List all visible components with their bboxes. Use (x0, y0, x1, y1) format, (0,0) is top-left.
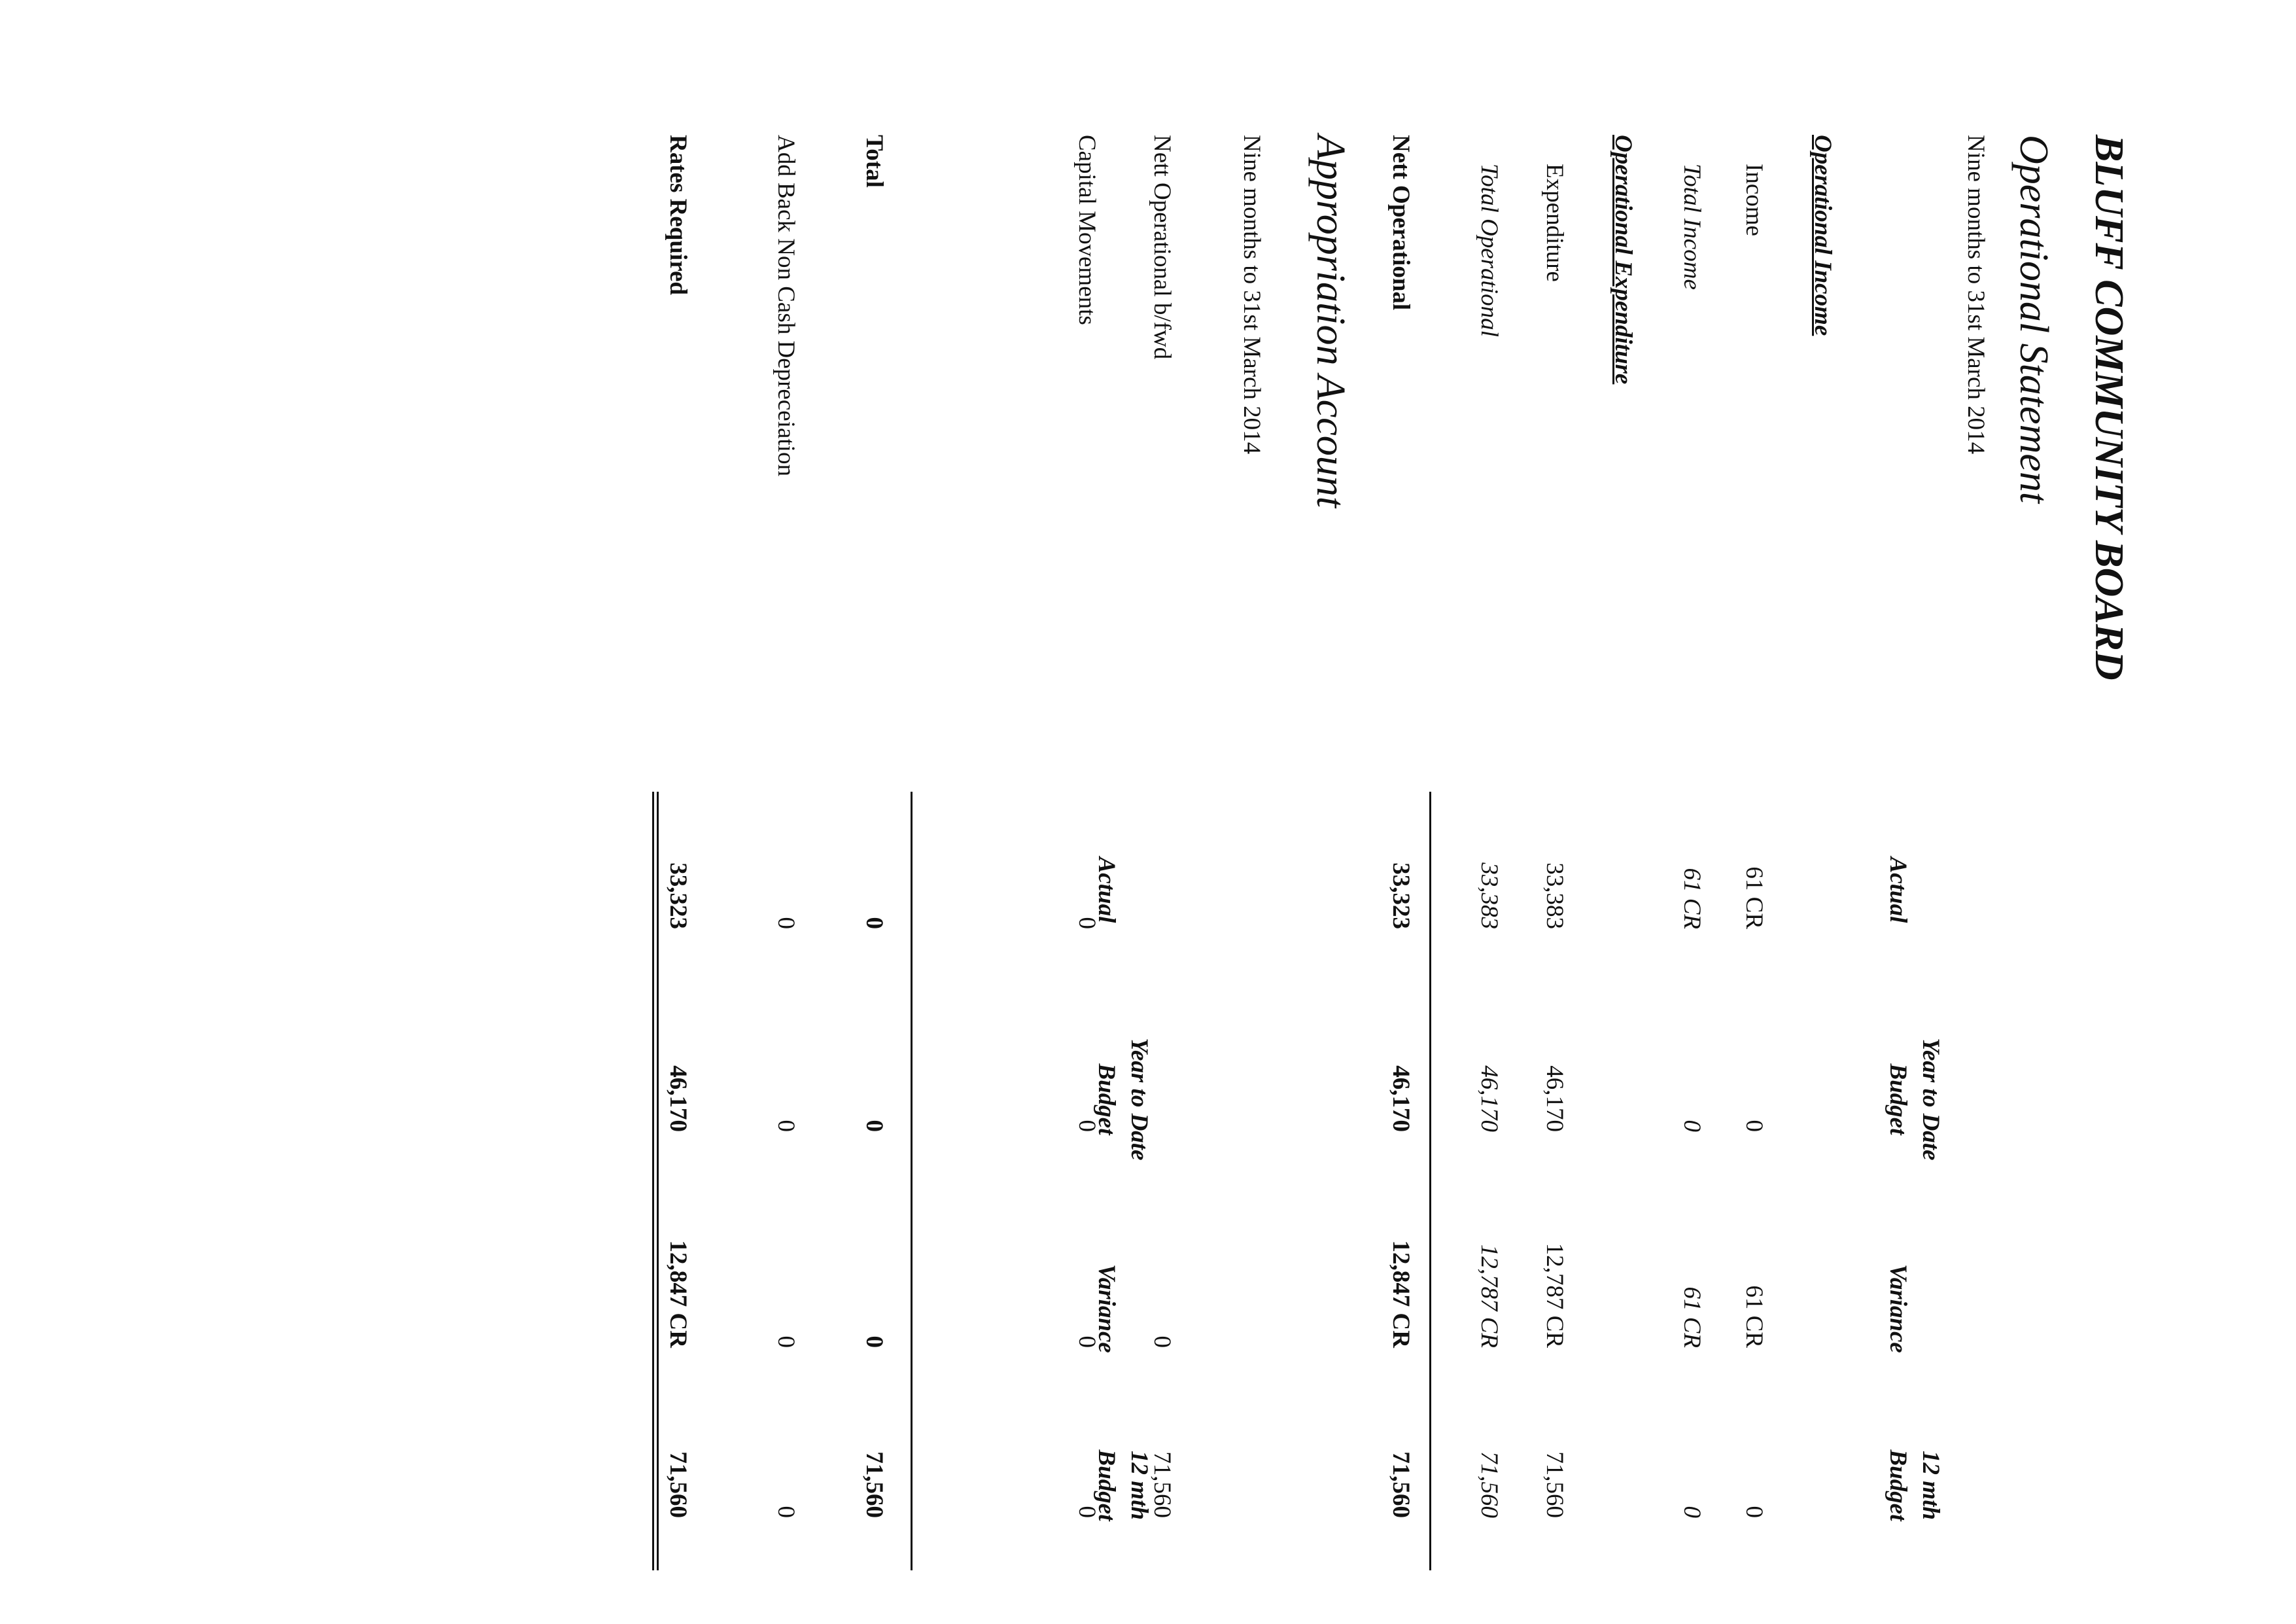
appr-col-header-12mth-line2: Budget (1093, 1449, 1120, 1521)
nett-operational-actual: 33,323 (1387, 862, 1414, 929)
total-rule (911, 792, 913, 1570)
nett-bfwd-variance: 0 (1149, 1335, 1175, 1348)
appropriation-title: Appropriation Account (1308, 135, 1353, 508)
add-back-depreciation-variance: 0 (773, 1335, 799, 1348)
nett-operational-label: Nett Operational (1387, 135, 1414, 311)
capital-movements-variance: 0 (1073, 1335, 1100, 1348)
total-12mth-budget: 71,560 (861, 1451, 888, 1518)
appr-col-header-ytd-line2: Budget (1093, 1063, 1120, 1135)
rates-required-ytd-budget: 46,170 (665, 1065, 691, 1132)
nett-bfwd-12mth-budget: 71,560 (1149, 1451, 1175, 1518)
total-operational-actual: 33,383 (1476, 862, 1503, 929)
rates-required-12mth-budget: 71,560 (665, 1451, 691, 1518)
add-back-depreciation-ytd-budget: 0 (773, 1120, 799, 1132)
nett-operational-12mth-budget: 71,560 (1387, 1451, 1414, 1518)
nett-operational-ytd-budget: 46,170 (1387, 1065, 1414, 1132)
organisation-title: BLUFF COMMUNITY BOARD (2087, 135, 2131, 680)
capital-movements-label: Capital Movements (1073, 135, 1100, 325)
income-actual: 61 CR (1741, 866, 1767, 929)
appr-col-header-12mth-line1: 12 mth (1126, 1451, 1153, 1520)
nett-bfwd-label: Nett Operational b/fwd (1149, 135, 1175, 360)
nett-operational-rule (1429, 792, 1431, 1570)
total-actual: 0 (861, 917, 888, 929)
income-ytd-budget: 0 (1741, 1120, 1767, 1132)
appr-col-header-variance: Variance (1093, 1264, 1120, 1353)
total-income-variance: 61 CR (1679, 1286, 1705, 1348)
col-header-actual: Actual (1885, 856, 1911, 923)
col-header-12mth-line2: Budget (1885, 1449, 1911, 1521)
add-back-depreciation-label: Add Back Non Cash Depreceiation (773, 135, 799, 476)
expenditure-variance: 12,787 CR (1541, 1243, 1568, 1348)
nett-operational-variance: 12,847 CR (1387, 1240, 1414, 1348)
total-operational-ytd-budget: 46,170 (1476, 1065, 1503, 1132)
income-12mth-budget: 0 (1741, 1506, 1767, 1518)
capital-movements-actual: 0 (1073, 917, 1100, 929)
rates-required-variance: 12,847 CR (665, 1240, 691, 1348)
appr-col-header-actual: Actual (1093, 856, 1120, 923)
total-label: Total (861, 135, 888, 188)
total-operational-variance: 12,787 CR (1476, 1244, 1503, 1348)
rates-required-double-rule (652, 792, 659, 1570)
add-back-depreciation-actual: 0 (773, 917, 799, 929)
total-ytd-budget: 0 (861, 1120, 888, 1132)
statement-title: Operational Statement (2011, 135, 2056, 504)
capital-movements-12mth-budget: 0 (1073, 1506, 1100, 1518)
col-header-12mth-line1: 12 mth (1917, 1451, 1944, 1520)
total-income-12mth-budget: 0 (1679, 1506, 1705, 1518)
statement-period: Nine months to 31st March 2014 (1962, 135, 1989, 455)
appropriation-period: Nine months to 31st March 2014 (1238, 135, 1265, 455)
col-header-ytd-line2: Budget (1885, 1063, 1911, 1135)
rates-required-actual: 33,323 (665, 862, 691, 929)
total-income-ytd-budget: 0 (1679, 1120, 1705, 1132)
operational-expenditure-heading: Operational Expenditure (1610, 135, 1637, 385)
total-operational-12mth-budget: 71,560 (1476, 1451, 1503, 1518)
income-label: Income (1741, 164, 1767, 236)
total-variance: 0 (861, 1335, 888, 1348)
total-income-label: Total Income (1679, 164, 1705, 290)
expenditure-12mth-budget: 71,560 (1541, 1451, 1568, 1518)
operational-income-heading: Operational Income (1809, 135, 1836, 336)
capital-movements-ytd-budget: 0 (1073, 1120, 1100, 1132)
expenditure-ytd-budget: 46,170 (1541, 1065, 1568, 1132)
expenditure-label: Expenditure (1541, 164, 1568, 282)
income-variance: 61 CR (1741, 1285, 1767, 1348)
expenditure-actual: 33,383 (1541, 862, 1568, 929)
add-back-depreciation-12mth-budget: 0 (773, 1506, 799, 1518)
total-income-actual: 61 CR (1679, 868, 1705, 929)
col-header-ytd-line1: Year to Date (1917, 1038, 1944, 1161)
col-header-variance: Variance (1885, 1264, 1911, 1353)
total-operational-label: Total Operational (1476, 164, 1503, 337)
appr-col-header-ytd-line1: Year to Date (1126, 1038, 1153, 1161)
rates-required-label: Rates Required (665, 135, 691, 295)
